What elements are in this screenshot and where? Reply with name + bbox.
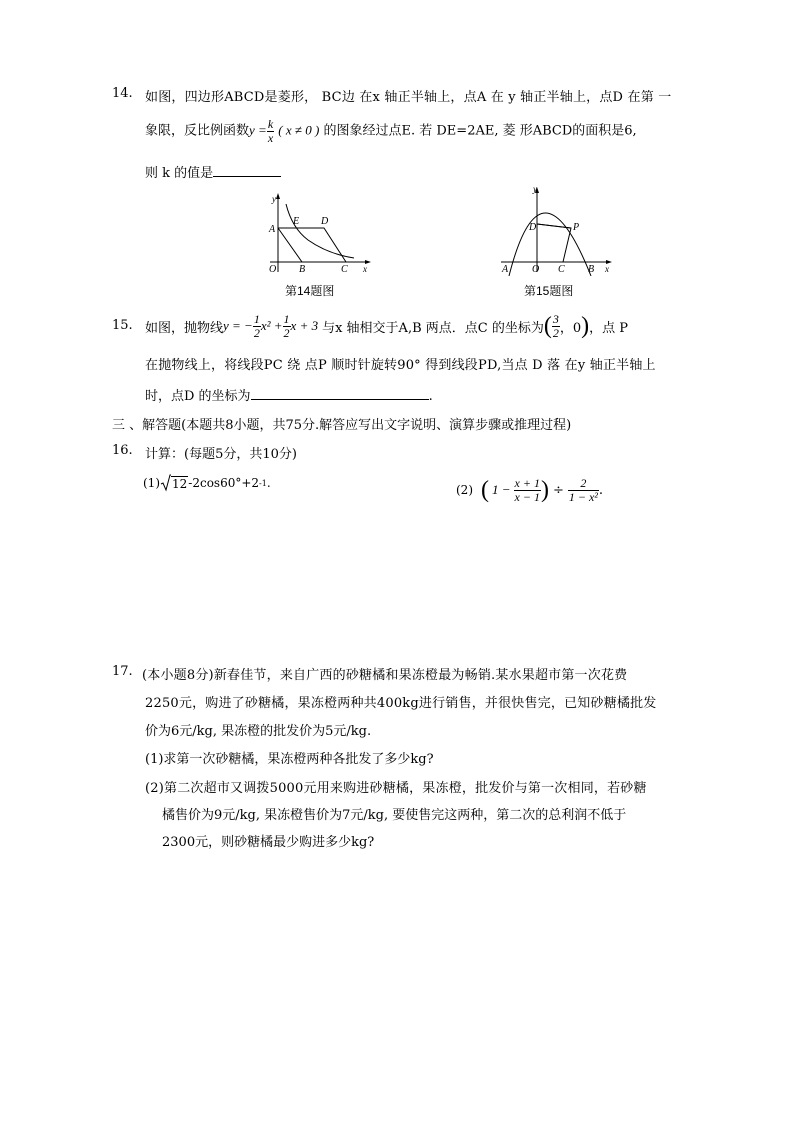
section3-heading: 三 、解答题(本题共8小题，共75分.解答应写出文字说明、演算步骤或推理过程) bbox=[112, 418, 572, 433]
q17-sub2-line1: (2)第二次超市又调拨5000元用来购进砂糖橘，果冻橙，批发价与第一次相同，若砂糖 bbox=[145, 781, 647, 796]
q14-func-frac bbox=[267, 118, 274, 144]
fig15-label-D: D bbox=[529, 222, 537, 233]
q14-line2 bbox=[145, 118, 637, 144]
q14-func-y: y = bbox=[249, 122, 267, 138]
q14-func-cond: ( x ≠ 0 ) bbox=[278, 122, 320, 138]
q17-line2: 2250元，购进了砂糖橘，果冻橙两种共400kg进行销售，并很快售完，已知砂糖橘批发 bbox=[145, 696, 657, 711]
q17-line3: 价为6元/kg, 果冻橙的批发价为5元/kg. bbox=[145, 724, 372, 739]
q15-frac1-num: 1 bbox=[253, 311, 260, 326]
q16-p2-end: . bbox=[598, 482, 604, 498]
q16-p2-num2: 2 bbox=[568, 477, 599, 491]
fig14-label-y: y bbox=[272, 194, 276, 204]
q14-line2-pre: 象限，反比例函数 bbox=[145, 123, 250, 139]
q17-sub1: (1)求第一次砂糖橘，果冻橙两种各批发了多少kg? bbox=[145, 752, 434, 767]
q17-number: 17. bbox=[112, 664, 133, 679]
q16-p2-one: 1 − bbox=[492, 482, 511, 497]
q16-text: 计算：(每题5分，共10分) bbox=[145, 447, 297, 462]
q16-p2-num: x + 1 bbox=[514, 475, 540, 490]
q17-line1: (本小题8分)新春佳节，来自广西的砂糖橘和果冻橙最为畅销.某水果超市第一次花费 bbox=[142, 668, 628, 683]
q15-frac1 bbox=[253, 313, 261, 339]
fig14-label-E: E bbox=[293, 216, 300, 227]
q16-p2-frac1 bbox=[514, 477, 541, 503]
fig15-caption: 第15题图 bbox=[524, 284, 574, 298]
q15-frac2-den: 2 bbox=[283, 325, 290, 340]
q14-answer-blank[interactable] bbox=[213, 176, 281, 177]
q15-frac2-num: 1 bbox=[283, 311, 290, 326]
q16-p2-div: ÷ bbox=[552, 482, 564, 498]
q15-line3-end: . bbox=[428, 389, 433, 404]
q15-frac1-den: 2 bbox=[253, 325, 260, 340]
q16-p2-den2: 1 − x² bbox=[568, 489, 598, 504]
q17-sub2-line2: 橘售价为9元/kg, 果冻橙售价为7元/kg, 要使售完这两种，第二次的总利润不低于 bbox=[162, 808, 627, 823]
q14-line1: 如图，四边形ABCD是菱形， BC边 在x 轴正半轴上，点A 在 y 轴正半轴上，点D 在第 一 bbox=[145, 90, 672, 105]
q15-mid: 与x 轴相交于A,B 两点．点C 的坐标为 bbox=[322, 320, 544, 336]
q16-p2-frac2 bbox=[568, 477, 599, 503]
q15-post: ，点 P bbox=[589, 320, 629, 336]
q15-c-frac bbox=[552, 313, 560, 339]
q16-p1-rest: -2cos60°+2 bbox=[188, 476, 260, 490]
q16-part1 bbox=[143, 474, 271, 492]
q16-p2-label: (2) bbox=[456, 483, 473, 497]
q14-func-den: x bbox=[267, 130, 274, 145]
fig14-label-C: C bbox=[341, 264, 348, 275]
q15-line3-text: 时，点D 的坐标为 bbox=[145, 389, 251, 404]
sqrt-icon bbox=[160, 474, 171, 492]
q16-part2: (2) ( 1 − $\frac{x + 1}{x - 1}$ ) ÷ $\frac{2}{\text{1 − x²}}$ . bbox=[456, 475, 604, 504]
fig15-label-C: C bbox=[558, 264, 565, 275]
fig14-label-O: O bbox=[269, 264, 277, 275]
q16-p1-exp: -1 bbox=[259, 478, 267, 488]
q14-line2-post: 的图象经过点E. 若 DE=2AE, 菱 形ABCD的面积是6, bbox=[323, 123, 637, 139]
q14-func-num: k bbox=[267, 117, 274, 131]
q15-line1: 如图，抛物线 y = − $\frac{1}{2}$ x² + $\frac{1}{2}$ x + 3 与x 轴相交于A,B 两点．点C 的坐标为 ( $\frac{3}{2}$ ，0 ) ，点 P bbox=[145, 311, 629, 340]
fig14-label-x: x bbox=[363, 264, 367, 274]
q16-p1-radicand: 12 bbox=[172, 476, 188, 491]
fig14-caption: 第14题图 bbox=[285, 284, 335, 298]
fig14-label-B: B bbox=[299, 264, 306, 275]
figure-14 bbox=[258, 190, 378, 280]
q15-x-plus3: x + 3 bbox=[290, 318, 319, 333]
q15-answer-blank[interactable] bbox=[251, 399, 429, 400]
q17-sub2-line3: 2300元，则砂糖橘最少购进多少kg? bbox=[162, 835, 375, 850]
q15-x2: x² + bbox=[260, 318, 283, 333]
fig14-label-A: A bbox=[269, 224, 276, 235]
q15-line3 bbox=[145, 385, 433, 404]
q16-p2-den: x − 1 bbox=[514, 489, 540, 504]
q16-number: 16. bbox=[112, 443, 133, 458]
q16-p1-end: . bbox=[266, 476, 271, 490]
q15-number: 15. bbox=[112, 318, 133, 333]
fig15-label-B: B bbox=[588, 264, 595, 275]
fig15-label-y: y bbox=[533, 186, 537, 194]
q15-c-den: 2 bbox=[552, 325, 559, 340]
fig15-label-O: O bbox=[532, 264, 540, 275]
q14-number: 14. bbox=[112, 86, 133, 101]
figure-15 bbox=[497, 186, 617, 276]
q16-p1-label: (1) bbox=[143, 476, 160, 490]
q15-c-num: 3 bbox=[552, 311, 559, 326]
fig15-label-x: x bbox=[605, 264, 609, 274]
q15-eq-y: y = − bbox=[223, 318, 253, 333]
q15-c-zero: ，0 bbox=[559, 320, 582, 336]
q15-frac2 bbox=[283, 313, 291, 339]
q15-pre: 如图，抛物线 bbox=[145, 320, 224, 336]
fig15-label-P: P bbox=[573, 222, 580, 233]
q14-line3 bbox=[145, 162, 281, 181]
fig15-label-A: A bbox=[502, 264, 509, 275]
q14-line3-text: 则 k 的值是 bbox=[145, 166, 214, 181]
q15-line2: 在抛物线上，将线段PC 绕 点P 顺时针旋转90° 得到线段PD,当点 D 落 在y 轴正半轴上 bbox=[145, 358, 656, 373]
fig14-label-D: D bbox=[321, 216, 329, 227]
